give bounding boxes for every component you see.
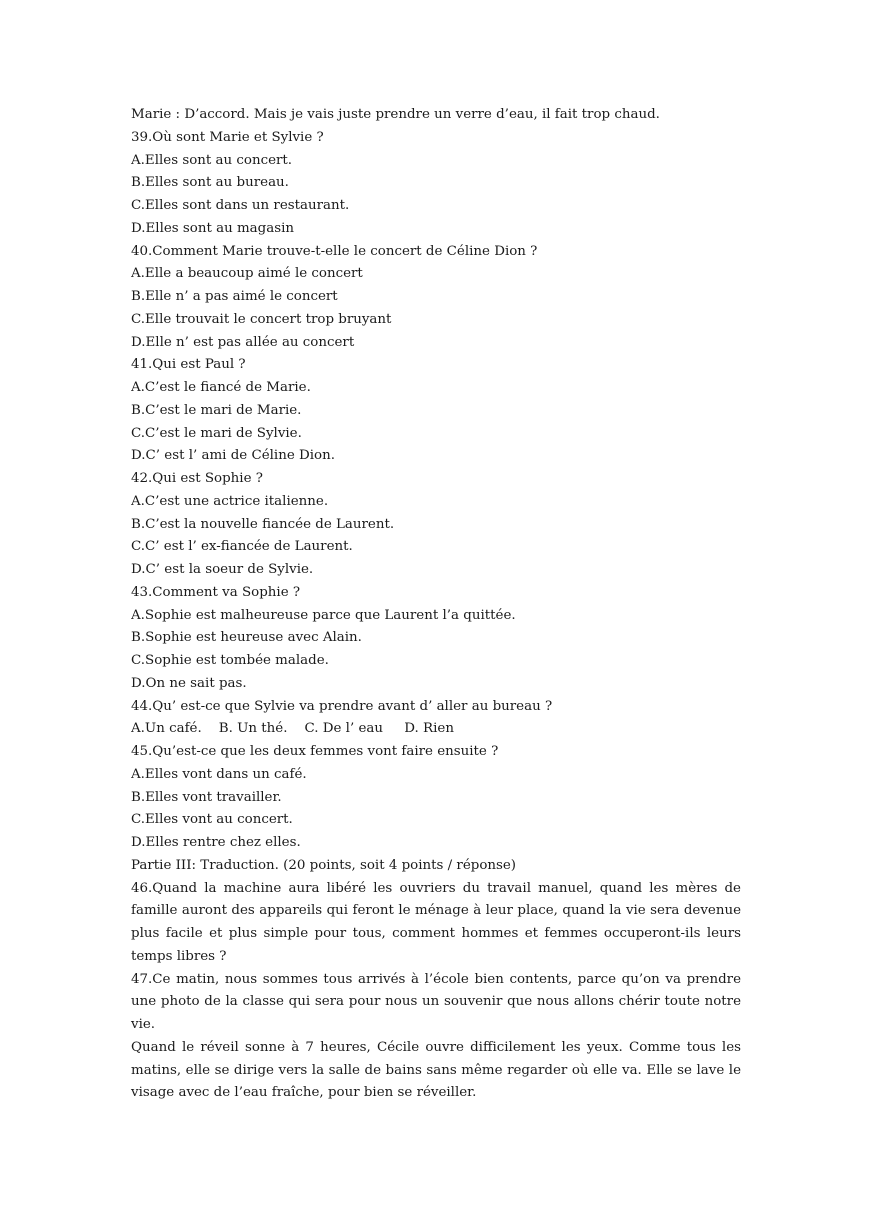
answer-option: A.Sophie est malheureuse parce que Laurent l’a quittée. (131, 607, 516, 623)
document-page (131, 104, 741, 1105)
answer-option: D.C’ est la soeur de Sylvie. (131, 562, 314, 577)
question-46: 46.Quand la machine aura libéré les ouvriers du travail manuel, quand les mères de famille auront des appareils qui feront le ménage à leur place, quand la vie sera devenue plus facile et plus simple pour tous, comment hommes et femmes occuperont-ils leurs temps libres ? (131, 880, 741, 964)
answer-option: A.Elle a beaucoup aimé le concert (131, 266, 363, 282)
answer-option: B.Elle n’ a pas aimé le concert (131, 289, 338, 304)
question-39: 39.Où sont Marie et Sylvie ? (131, 129, 324, 145)
final-paragraph: Quand le réveil sonne à 7 heures, Cécile ouvre difficilement les yeux. Comme tous les matins, elle se dirige vers la salle de bains sans même regarder où elle va. Elle se lave le visage avec de l’eau fraîche, pour bien se réveiller. (131, 1039, 741, 1101)
answer-option: A.C’est le fiancé de Marie. (131, 380, 311, 395)
answer-option: D.Elles sont au magasin (131, 220, 294, 236)
question-44: 44.Qu’ est-ce que Sylvie va prendre avant d’ aller au bureau ? (131, 698, 553, 714)
question-47: 47.Ce matin, nous sommes tous arrivés à l’école bien contents, parce qu’on va prendre une photo de la classe qui sera pour nous un souvenir que nous allons chérir toute notre vie. (131, 971, 741, 1032)
answer-option: A.Elles vont dans un café. (131, 766, 307, 782)
question-43: 43.Comment va Sophie ? (131, 584, 301, 600)
dialogue-line: Marie : D’accord. Mais je vais juste prendre un verre d’eau, il fait trop chaud. (131, 107, 660, 122)
answer-option: B.Sophie est heureuse avec Alain. (131, 630, 362, 646)
answer-option: C.Elles vont au concert. (131, 812, 293, 828)
question-42: 42.Qui est Sophie ? (131, 471, 263, 486)
answer-option: A.Elles sont au concert. (131, 152, 293, 168)
answer-options-inline: A.Un café. B. Un thé. C. De l’ eau D. Rien (131, 721, 454, 737)
answer-option: D.On ne sait pas. (131, 675, 247, 691)
answer-option: C.Elles sont dans un restaurant. (131, 198, 350, 213)
question-45: 45.Qu’est-ce que les deux femmes vont faire ensuite ? (131, 744, 499, 759)
answer-option: B.Elles sont au bureau. (131, 175, 289, 191)
answer-option: C.C’ est l’ ex-fiancée de Laurent. (131, 539, 353, 555)
answer-option: B.Elles vont travailler. (131, 789, 282, 805)
answer-option: D.Elles rentre chez elles. (131, 835, 301, 850)
answer-option: C.Sophie est tombée malade. (131, 653, 329, 668)
answer-option: B.C’est le mari de Marie. (131, 402, 302, 418)
answer-option: D.C’ est l’ ami de Céline Dion. (131, 448, 335, 464)
question-41: 41.Qui est Paul ? (131, 357, 246, 373)
answer-option: B.C’est la nouvelle fiancée de Laurent. (131, 516, 395, 532)
answer-option: C.Elle trouvait le concert trop bruyant (131, 311, 392, 327)
question-40: 40.Comment Marie trouve-t-elle le concert de Céline Dion ? (131, 243, 538, 259)
answer-option: C.C’est le mari de Sylvie. (131, 425, 302, 441)
section-heading: Partie III: Traduction. (20 points, soit 4 points / réponse) (131, 857, 517, 873)
answer-option: A.C’est une actrice italienne. (131, 493, 329, 509)
answer-option: D.Elle n’ est pas allée au concert (131, 334, 355, 350)
